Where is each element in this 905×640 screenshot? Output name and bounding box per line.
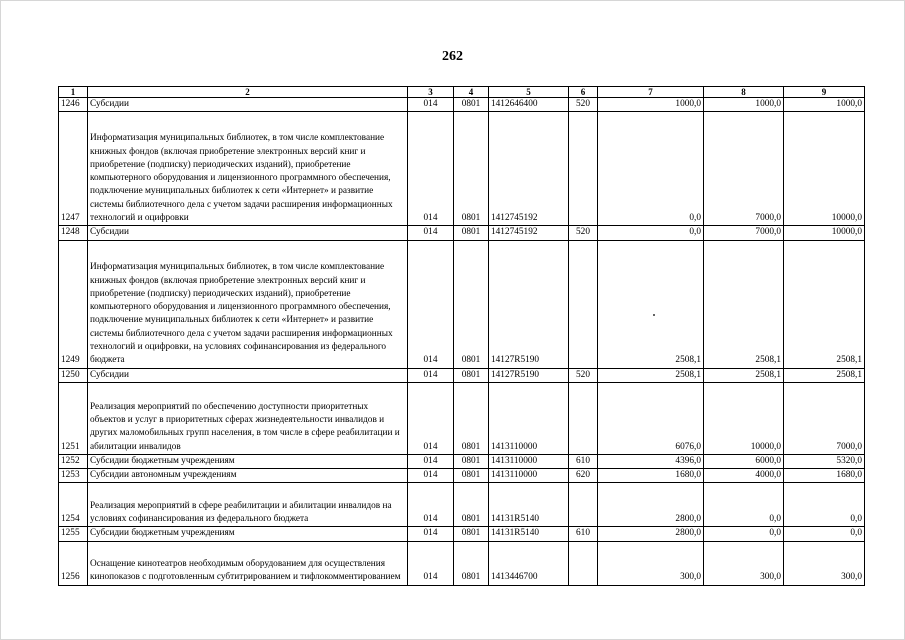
section-code: 0801 xyxy=(454,469,489,483)
expense-type: 620 xyxy=(569,469,598,483)
section-code: 0801 xyxy=(454,112,489,226)
section-code: 0801 xyxy=(454,454,489,468)
page-number: 262 xyxy=(442,49,463,64)
header-row xyxy=(59,87,865,98)
amount-col-8: 7000,0 xyxy=(704,226,784,240)
amount-col-8: 1000,0 xyxy=(704,98,784,112)
amount-col-9: 0,0 xyxy=(784,483,865,527)
amount-col-8: 0,0 xyxy=(704,527,784,541)
amount-col-9: 10000,0 xyxy=(784,112,865,226)
row-description: Информатизация муниципальных библиотек, в том числе комплектование книжных фондов (включая приобретение электронных версий книг и приобретение (подписку) периодических изданий), приобретение компьютерного оборудования и лицензионного программного обеспечения, подключение муниципальных библиотек к сети «Интернет» и развитие системы библиотечного дела с учетом задачи расширения информационных технологий и оцифровки xyxy=(88,112,408,226)
target-code: 1412745192 xyxy=(489,112,569,226)
table-row xyxy=(59,382,865,454)
row-description: Оснащение кинотеатров необходимым оборудованием для осуществления кинопоказов с подготовленным субтитрированием и тифлокомментированием xyxy=(88,541,408,585)
target-code: 1413446700 xyxy=(489,541,569,585)
section-code: 0801 xyxy=(454,226,489,240)
section-code: 0801 xyxy=(454,368,489,382)
table-row xyxy=(59,368,865,382)
amount-col-9: 5320,0 xyxy=(784,454,865,468)
budget-table xyxy=(58,86,865,586)
table-row xyxy=(59,226,865,240)
table-row xyxy=(59,454,865,468)
ministry-code: 014 xyxy=(408,112,454,226)
amount-col-8: 4000,0 xyxy=(704,469,784,483)
row-description: Субсидии xyxy=(88,98,408,112)
row-description: Субсидии xyxy=(88,368,408,382)
row-number: 1251 xyxy=(59,382,88,454)
row-number: 1253 xyxy=(59,469,88,483)
amount-col-9: 7000,0 xyxy=(784,382,865,454)
target-code: 14127R5190 xyxy=(489,368,569,382)
amount-col-8: 300,0 xyxy=(704,541,784,585)
amount-col-7: 1680,0 xyxy=(598,469,704,483)
column-header: 7 xyxy=(598,87,704,98)
column-header: 1 xyxy=(59,87,88,98)
amount-col-7: 2508,1 xyxy=(598,240,704,368)
amount-col-7: 2800,0 xyxy=(598,483,704,527)
expense-type xyxy=(569,112,598,226)
table-row xyxy=(59,240,865,368)
amount-col-8: 10000,0 xyxy=(704,382,784,454)
column-header: 2 xyxy=(88,87,408,98)
expense-type: 520 xyxy=(569,226,598,240)
target-code: 1413110000 xyxy=(489,469,569,483)
row-number: 1249 xyxy=(59,240,88,368)
row-number: 1250 xyxy=(59,368,88,382)
row-number: 1246 xyxy=(59,98,88,112)
column-header: 4 xyxy=(454,87,489,98)
table-row xyxy=(59,527,865,541)
section-code: 0801 xyxy=(454,98,489,112)
expense-type: 520 xyxy=(569,368,598,382)
amount-col-9: 2508,1 xyxy=(784,240,865,368)
amount-col-8: 0,0 xyxy=(704,483,784,527)
amount-col-9: 1680,0 xyxy=(784,469,865,483)
target-code: 1412745192 xyxy=(489,226,569,240)
target-code: 14131R5140 xyxy=(489,483,569,527)
section-code: 0801 xyxy=(454,240,489,368)
ministry-code: 014 xyxy=(408,226,454,240)
column-header: 5 xyxy=(489,87,569,98)
ministry-code: 014 xyxy=(408,541,454,585)
amount-col-7: 1000,0 xyxy=(598,98,704,112)
table-row xyxy=(59,98,865,112)
table-row xyxy=(59,541,865,585)
row-number: 1254 xyxy=(59,483,88,527)
amount-col-7: 0,0 xyxy=(598,112,704,226)
ministry-code: 014 xyxy=(408,527,454,541)
amount-col-7: 4396,0 xyxy=(598,454,704,468)
expense-type xyxy=(569,240,598,368)
amount-col-9: 1000,0 xyxy=(784,98,865,112)
section-code: 0801 xyxy=(454,382,489,454)
expense-type: 610 xyxy=(569,527,598,541)
amount-col-7: 2508,1 xyxy=(598,368,704,382)
row-number: 1256 xyxy=(59,541,88,585)
amount-col-7: 6076,0 xyxy=(598,382,704,454)
ministry-code: 014 xyxy=(408,483,454,527)
target-code: 1413110000 xyxy=(489,382,569,454)
ministry-code: 014 xyxy=(408,454,454,468)
row-number: 1255 xyxy=(59,527,88,541)
amount-col-7: 300,0 xyxy=(598,541,704,585)
expense-type: 520 xyxy=(569,98,598,112)
section-code: 0801 xyxy=(454,483,489,527)
row-number: 1247 xyxy=(59,112,88,226)
row-description: Субсидии xyxy=(88,226,408,240)
amount-col-9: 0,0 xyxy=(784,527,865,541)
target-code: 1412646400 xyxy=(489,98,569,112)
amount-col-7: 2800,0 xyxy=(598,527,704,541)
section-code: 0801 xyxy=(454,527,489,541)
amount-col-9: 2508,1 xyxy=(784,368,865,382)
ministry-code: 014 xyxy=(408,98,454,112)
expense-type xyxy=(569,541,598,585)
amount-col-9: 10000,0 xyxy=(784,226,865,240)
expense-type xyxy=(569,382,598,454)
section-code: 0801 xyxy=(454,541,489,585)
ministry-code: 014 xyxy=(408,240,454,368)
target-code: 14127R5190 xyxy=(489,240,569,368)
row-description: Субсидии бюджетным учреждениям xyxy=(88,527,408,541)
expense-type xyxy=(569,483,598,527)
row-description: Субсидии бюджетным учреждениям xyxy=(88,454,408,468)
amount-col-9: 300,0 xyxy=(784,541,865,585)
column-header: 3 xyxy=(408,87,454,98)
row-description: Информатизация муниципальных библиотек, в том числе комплектование книжных фондов (включая приобретение электронных версий книг и приобретение (подписку) периодических изданий), приобретение компьютерного оборудования и лицензионного программного обеспечения, подключение муниципальных библиотек к сети «Интернет» и развитие системы библиотечного дела с учетом задачи расширения информационных технологий и оцифровки, на условиях софинансирования из федерального бюджета xyxy=(88,240,408,368)
expense-type: 610 xyxy=(569,454,598,468)
amount-col-8: 2508,1 xyxy=(704,368,784,382)
scan-speck xyxy=(653,314,655,316)
row-description: Реализация мероприятий в сфере реабилитации и абилитации инвалидов на условиях софинансирования из федерального бюджета xyxy=(88,483,408,527)
table-row xyxy=(59,112,865,226)
column-header: 8 xyxy=(704,87,784,98)
table-row xyxy=(59,469,865,483)
amount-col-7: 0,0 xyxy=(598,226,704,240)
target-code: 14131R5140 xyxy=(489,527,569,541)
target-code: 1413110000 xyxy=(489,454,569,468)
row-description: Реализация мероприятий по обеспечению доступности приоритетных объектов и услуг в приоритетных сферах жизнедеятельности инвалидов и других маломобильных групп населения, в том числе в сфере реабилитации и абилитации инвалидов xyxy=(88,382,408,454)
amount-col-8: 6000,0 xyxy=(704,454,784,468)
row-number: 1252 xyxy=(59,454,88,468)
table-row xyxy=(59,483,865,527)
column-header: 9 xyxy=(784,87,865,98)
ministry-code: 014 xyxy=(408,382,454,454)
amount-col-8: 2508,1 xyxy=(704,240,784,368)
amount-col-8: 7000,0 xyxy=(704,112,784,226)
ministry-code: 014 xyxy=(408,469,454,483)
row-description: Субсидии автономным учреждениям xyxy=(88,469,408,483)
row-number: 1248 xyxy=(59,226,88,240)
column-header: 6 xyxy=(569,87,598,98)
ministry-code: 014 xyxy=(408,368,454,382)
